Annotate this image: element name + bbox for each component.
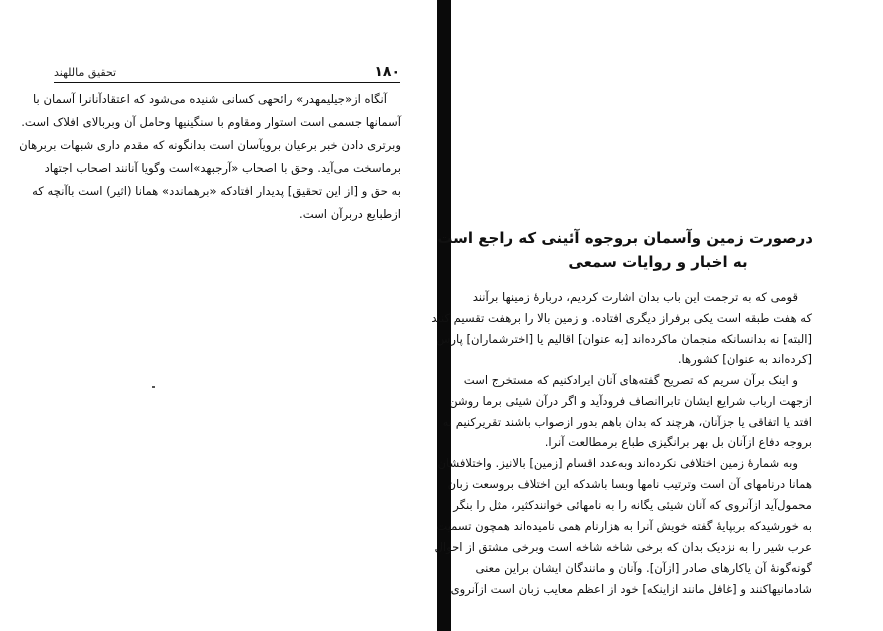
section-heading-subtitle: به اخبار و روایات سمعی [568,253,748,271]
page-number: ۱۸۰ [374,64,400,80]
text-line: افتد یا اتفاقی یا جزآنان، هرچند که بدان باهم بدور ازصواب باشند تقریرکنیم نه [442,415,812,429]
text-line: بروجه دفاع ازآنان بل بهر برانگیزی طباع برمطالعت آنرا. [544,435,812,449]
left-page [0,0,437,631]
text-line: [البته] نه بدانسانکه منجمان ماکرده‌اند [به عنوان] اقالیم یا [اخترشماران] پارس [436,332,812,346]
text-line: همانا درنامهای آن است وترتیب نامها وبسا باشدکه این اختلاف بروسعت زبان [447,477,812,491]
text-line: و اینک برآن سریم که تصریح گفته‌های آنان ایرادکنیم که مستخرج است [463,373,798,387]
scan-speck [152,386,155,388]
text-line: که هفت طبقه است یکی برفراز دیگری افتاده. و زمین بالا را برهفت تقسیم کنند [431,311,812,325]
text-line: قومی که به ترجمت این باب بدان اشارت کردیم، دربارهٔ زمینها برآنند [472,290,798,304]
text-line: ازجهت ارباب شرایع ایشان تابراانصاف فرودآید و اگر درآن شیئی برما روشن [449,394,812,408]
text-line: شادمانیها‌کنند و [غافل مانند ازاینکه] خود از اعظم معایب زبان است ازآنروی [450,582,812,596]
section-heading: درصورت زمین وآسمان بروجوه آئینی که راجع است [437,229,813,247]
text-line: گونه‌گونهٔ آن یاکارهای صادر [ازآن]. وآنان و مانندگان ایشان براین معنی [475,561,812,575]
text-line: محمول‌آید ازآنروی که آنان شیئی یگانه را به نامهائی خوانندکثیر، مثل را بنگر [453,498,812,512]
text-line: [کرده‌اند به عنوان] کشورها. [677,352,812,366]
text-line: وبه شمارهٔ زمین اختلافی نکرده‌اند وبه‌عدد اقسام [زمین] بالانیز. واختلافشان [437,456,798,470]
right-page [431,0,883,631]
text-line: به خورشیدکه بربپایهٔ گفته خویش آنرا به هزارنام همی نامیده‌اند همچون تسمیت [436,519,812,533]
text-line: به حق و [از این تحقیق] پدیدار افتادکه «برهماندد» همانا (اثیر) است باآنچه که [32,184,401,198]
text-line: وبرتری دادن خبر برعیان برویآسان است بدانگونه که مقدم داری شبهات بربرهان [19,138,401,152]
running-head [54,64,400,83]
text-line: عرب شیر را به نزدیک بدان که برخی شاخه شاخه است وبرخی مشتق از احوال [434,540,812,554]
text-line: آنگاه از«جیلیمهدر» رائحهی کسانی شنیده می‌شود که اعتقادآنانرا آسمان با [33,92,387,106]
text-line: آسمانها جسمی است استوار ومقاوم با سنگینیها وحامل آن وبربالای افلاک است. [21,115,401,129]
book-title: تحقیق ماللهند [54,66,117,79]
text-line: برماسخت می‌آید. وحق با اصحاب «آرجبهد»است وگویا آنانند اصحاب اجتهاد [44,161,401,175]
text-line: ازطبایع دربرآن است. [299,207,401,221]
